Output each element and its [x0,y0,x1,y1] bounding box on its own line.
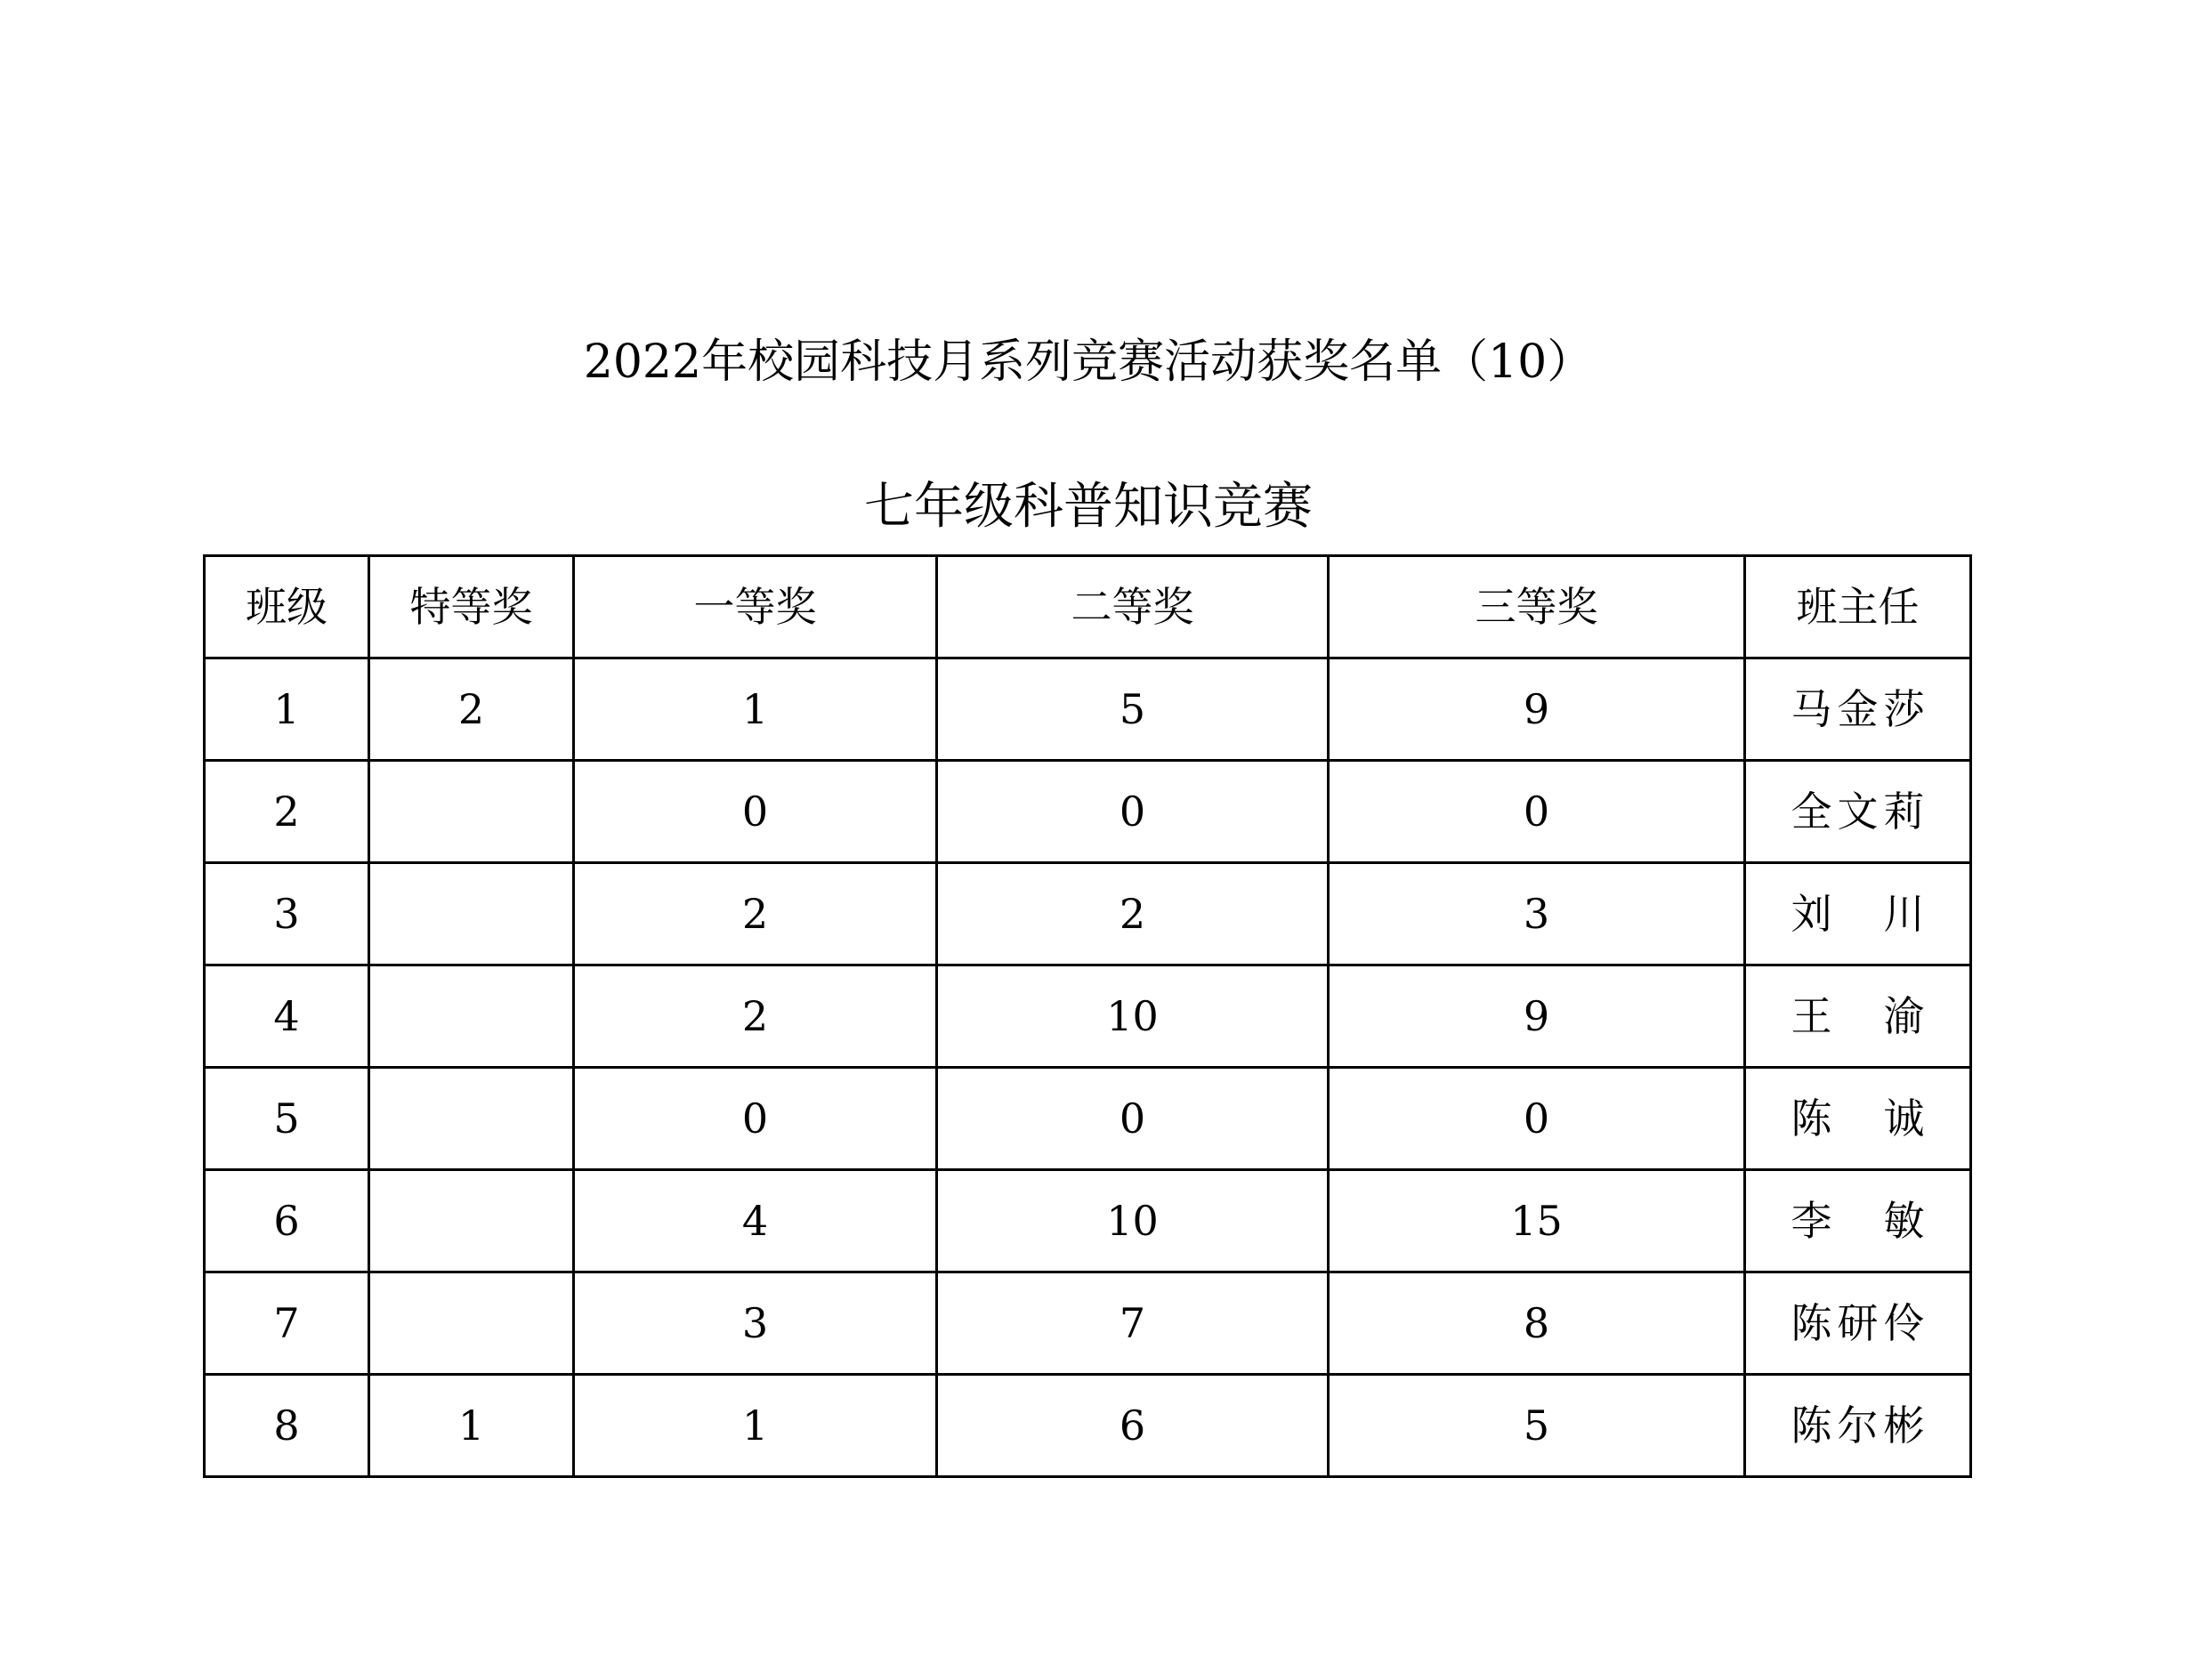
cell-class: 4 [205,965,369,1068]
award-table [203,554,1972,1478]
section-title: 七年级科普知识竞赛 [864,478,1313,536]
cell-first-prize: 1 [574,658,937,761]
header-third-prize: 三等奖 [1329,556,1745,658]
header-second-prize: 二等奖 [937,556,1329,658]
cell-head-teacher [1745,658,1971,761]
cell-head-teacher [1745,1068,1971,1170]
cell-class: 2 [205,761,369,863]
cell-second-prize: 0 [937,761,1329,863]
header-special-prize: 特等奖 [369,556,574,658]
cell-head-teacher [1745,965,1971,1068]
cell-class: 5 [205,1068,369,1170]
head-teacher-name: 陈研伶 [1791,1299,1925,1347]
table-row [205,1068,1971,1170]
cell-third-prize: 8 [1329,1272,1745,1375]
cell-second-prize: 10 [937,1170,1329,1272]
head-teacher-name: 刘 川 [1791,890,1925,938]
cell-special-prize [369,761,574,863]
cell-head-teacher [1745,1375,1971,1477]
head-teacher-name: 陈 诚 [1791,1094,1925,1143]
cell-class: 8 [205,1375,369,1477]
cell-second-prize: 6 [937,1375,1329,1477]
head-teacher-name: 全文莉 [1791,788,1925,836]
cell-second-prize: 10 [937,965,1329,1068]
cell-second-prize: 2 [937,863,1329,965]
header-head-teacher: 班主任 [1745,556,1971,658]
cell-head-teacher [1745,1272,1971,1375]
head-teacher-name: 马金莎 [1791,685,1925,733]
table-row [205,761,1971,863]
document-title: 2022年校园科技月系列竞赛活动获奖名单（10） [583,335,1594,389]
cell-first-prize: 0 [574,761,937,863]
cell-second-prize: 5 [937,658,1329,761]
header-first-prize: 一等奖 [574,556,937,658]
cell-special-prize [369,965,574,1068]
cell-third-prize: 3 [1329,863,1745,965]
table-header-row [205,556,1971,658]
cell-special-prize [369,1068,574,1170]
cell-class: 7 [205,1272,369,1375]
cell-first-prize: 3 [574,1272,937,1375]
cell-first-prize: 2 [574,965,937,1068]
table-row [205,1375,1971,1477]
cell-third-prize: 15 [1329,1170,1745,1272]
cell-special-prize [369,1272,574,1375]
cell-third-prize: 0 [1329,761,1745,863]
cell-third-prize: 9 [1329,965,1745,1068]
table-row [205,1272,1971,1375]
cell-head-teacher [1745,863,1971,965]
header-class: 班级 [205,556,369,658]
head-teacher-name: 王 渝 [1791,992,1925,1040]
cell-first-prize: 4 [574,1170,937,1272]
cell-first-prize: 1 [574,1375,937,1477]
cell-head-teacher [1745,1170,1971,1272]
table-row [205,965,1971,1068]
cell-second-prize: 0 [937,1068,1329,1170]
cell-special-prize: 1 [369,1375,574,1477]
head-teacher-name: 李 敏 [1791,1197,1925,1245]
cell-special-prize: 2 [369,658,574,761]
cell-second-prize: 7 [937,1272,1329,1375]
cell-first-prize: 2 [574,863,937,965]
cell-third-prize: 9 [1329,658,1745,761]
cell-third-prize: 5 [1329,1375,1745,1477]
cell-first-prize: 0 [574,1068,937,1170]
table-row [205,1170,1971,1272]
cell-class: 3 [205,863,369,965]
cell-head-teacher [1745,761,1971,863]
table-row [205,863,1971,965]
cell-special-prize [369,863,574,965]
cell-special-prize [369,1170,574,1272]
cell-class: 6 [205,1170,369,1272]
table-row [205,658,1971,761]
head-teacher-name: 陈尔彬 [1791,1401,1925,1450]
cell-class: 1 [205,658,369,761]
cell-third-prize: 0 [1329,1068,1745,1170]
